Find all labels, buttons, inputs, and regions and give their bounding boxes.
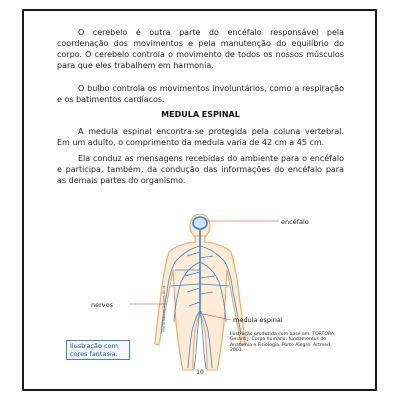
source-credit: Ilustração produzida com base em: TORTORA, Gerard J. Corpo humano: fundamentos de Anatomia e Fisiologia. Porto Alegre: Artmed, 2001.	[230, 332, 336, 354]
paragraph-conducao: Ela conduz as mensagens recebidas do ambiente para o encéfalo e participa, também, da condução das informações do encéfalo para as demais partes do organismo.	[57, 154, 344, 185]
label-encefalo: encéfalo	[281, 218, 309, 226]
label-nervos: nervos	[91, 301, 114, 309]
fantasy-colors-note: Ilustração com cores fantasia.	[66, 340, 130, 360]
label-medula-espinal: medula espinal	[233, 316, 283, 324]
section-heading: MEDULA ESPINAL	[161, 110, 240, 119]
page-number: 10	[196, 369, 204, 376]
paragraph-cerebelo: O cerebelo é outra parte do encéfalo responsável pela coordenação dos movimentos e pela manutenção do equilíbrio do corpo. O cerebelo controla o movimento de todos os nossos músculos para que eles trabalhem em harmonia.	[57, 28, 344, 70]
paragraph-bulbo: O bulbo controla os movimentos involuntários, como a respiração e os batimentos cardíacos.	[57, 84, 344, 104]
illustrator-credit: Mario Kanno/ Editora Ática	[162, 285, 166, 332]
paragraph-medula: A medula espinal encontra-se protegida pela coluna vertebral. Em um adulto, o comprimento da medula varia de 42 cm a 45 cm.	[57, 127, 344, 147]
